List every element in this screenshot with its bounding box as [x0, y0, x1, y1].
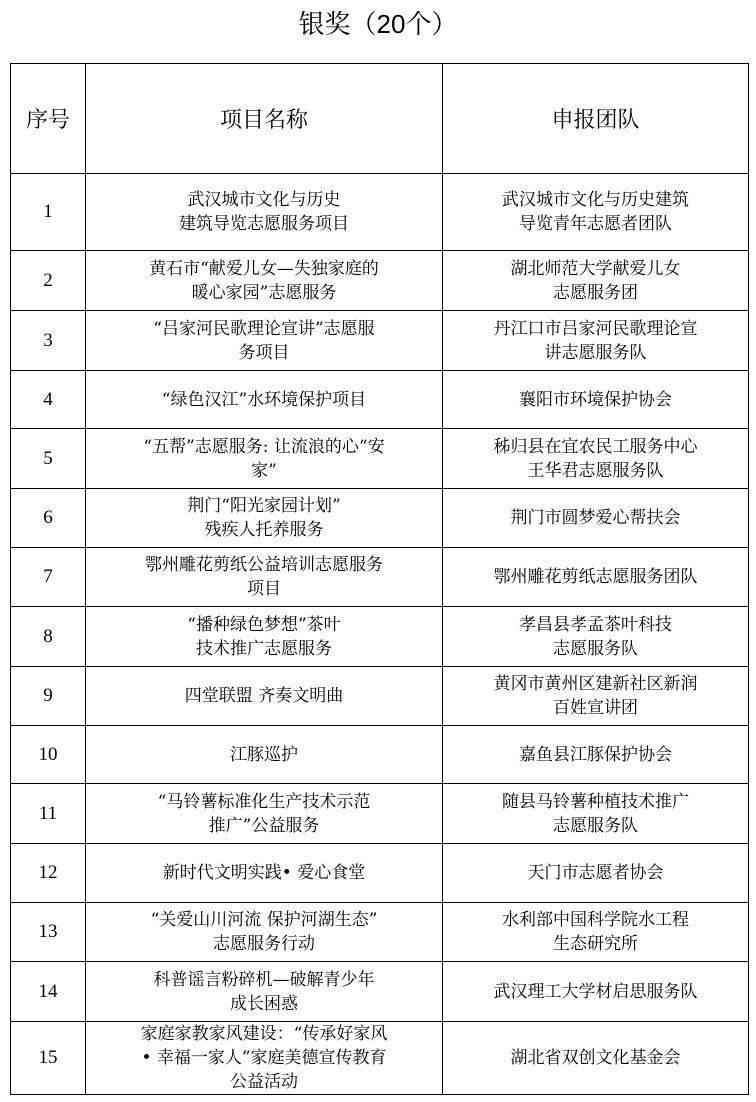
row-project-name: “关爱山川河流 保护河湖生态” 志愿服务行动: [86, 903, 443, 962]
row-applicant-team: 秭归县在宜农民工服务中心 王华君志愿服务队: [443, 429, 749, 489]
row-project-name: 新时代文明实践• 爱心食堂: [86, 844, 443, 903]
row-project-name: 科普谣言粉碎机—破解青少年 成长困惑: [86, 962, 443, 1022]
table-row: [11, 784, 749, 844]
row-applicant-team: 随县马铃薯种植技术推广 志愿服务队: [443, 784, 749, 844]
row-serial-number: 2: [11, 251, 86, 311]
row-applicant-team: 水利部中国科学院水工程 生态研究所: [443, 903, 749, 962]
row-applicant-team: 湖北师范大学献爱儿女 志愿服务团: [443, 251, 749, 311]
awards-table: [10, 63, 749, 1095]
table-header-row: [11, 64, 749, 174]
row-project-name: 武汉城市文化与历史 建筑导览志愿服务项目: [86, 174, 443, 251]
table-row: [11, 489, 749, 548]
row-applicant-team: 武汉理工大学材启思服务队: [443, 962, 749, 1022]
row-serial-number: 1: [11, 174, 86, 251]
row-project-name: “马铃薯标准化生产技术示范 推广”公益服务: [86, 784, 443, 844]
row-serial-number: 14: [11, 962, 86, 1022]
page-title: 银奖（20个）: [298, 9, 458, 39]
row-serial-number: 6: [11, 489, 86, 548]
row-project-name: 江豚巡护: [86, 726, 443, 784]
table-row: [11, 429, 749, 489]
row-project-name: “播种绿色梦想”茶叶 技术推广志愿服务: [86, 607, 443, 667]
table-row: [11, 371, 749, 429]
row-project-name: 四堂联盟 齐奏文明曲: [86, 667, 443, 726]
row-serial-number: 13: [11, 903, 86, 962]
table-row: [11, 903, 749, 962]
row-applicant-team: 湖北省双创文化基金会: [443, 1022, 749, 1095]
row-applicant-team: 武汉城市文化与历史建筑 导览青年志愿者团队: [443, 174, 749, 251]
row-applicant-team: 孝昌县孝孟茶叶科技 志愿服务队: [443, 607, 749, 667]
row-applicant-team: 荆门市圆梦爱心帮扶会: [443, 489, 749, 548]
row-project-name: 家庭家教家风建设：“传承好家风 • 幸福一家人”家庭美德宣传教育 公益活动: [86, 1022, 443, 1095]
row-project-name: 黄石市“献爱儿女—失独家庭的 暖心家园”志愿服务: [86, 251, 443, 311]
row-applicant-team: 嘉鱼县江豚保护协会: [443, 726, 749, 784]
row-serial-number: 3: [11, 311, 86, 371]
header-project-name: 项目名称: [86, 64, 443, 174]
header-applicant-team: 申报团队: [443, 64, 749, 174]
table-row: [11, 311, 749, 371]
row-applicant-team: 天门市志愿者协会: [443, 844, 749, 903]
row-serial-number: 11: [11, 784, 86, 844]
table-row: [11, 962, 749, 1022]
row-applicant-team: 黄冈市黄州区建新社区新润 百姓宣讲团: [443, 667, 749, 726]
row-serial-number: 5: [11, 429, 86, 489]
table-body: [11, 174, 749, 1095]
table-row: [11, 607, 749, 667]
table-row: [11, 726, 749, 784]
table-row: [11, 251, 749, 311]
row-project-name: “绿色汉江”水环境保护项目: [86, 371, 443, 429]
header-serial-number: 序号: [11, 64, 86, 174]
row-serial-number: 12: [11, 844, 86, 903]
row-project-name: “吕家河民歌理论宣讲”志愿服 务项目: [86, 311, 443, 371]
row-project-name: “五帮”志愿服务: 让流浪的心“安 家”: [86, 429, 443, 489]
table-row: [11, 844, 749, 903]
table-row: [11, 667, 749, 726]
table-row: [11, 174, 749, 251]
row-serial-number: 4: [11, 371, 86, 429]
row-project-name: 荆门“阳光家园计划” 残疾人托养服务: [86, 489, 443, 548]
row-applicant-team: 襄阳市环境保护协会: [443, 371, 749, 429]
row-serial-number: 7: [11, 548, 86, 607]
row-applicant-team: 鄂州雕花剪纸志愿服务团队: [443, 548, 749, 607]
row-serial-number: 8: [11, 607, 86, 667]
table-row: [11, 548, 749, 607]
row-serial-number: 10: [11, 726, 86, 784]
row-applicant-team: 丹江口市吕家河民歌理论宣 讲志愿服务队: [443, 311, 749, 371]
table-row: [11, 1022, 749, 1095]
row-project-name: 鄂州雕花剪纸公益培训志愿服务 项目: [86, 548, 443, 607]
row-serial-number: 9: [11, 667, 86, 726]
row-serial-number: 15: [11, 1022, 86, 1095]
